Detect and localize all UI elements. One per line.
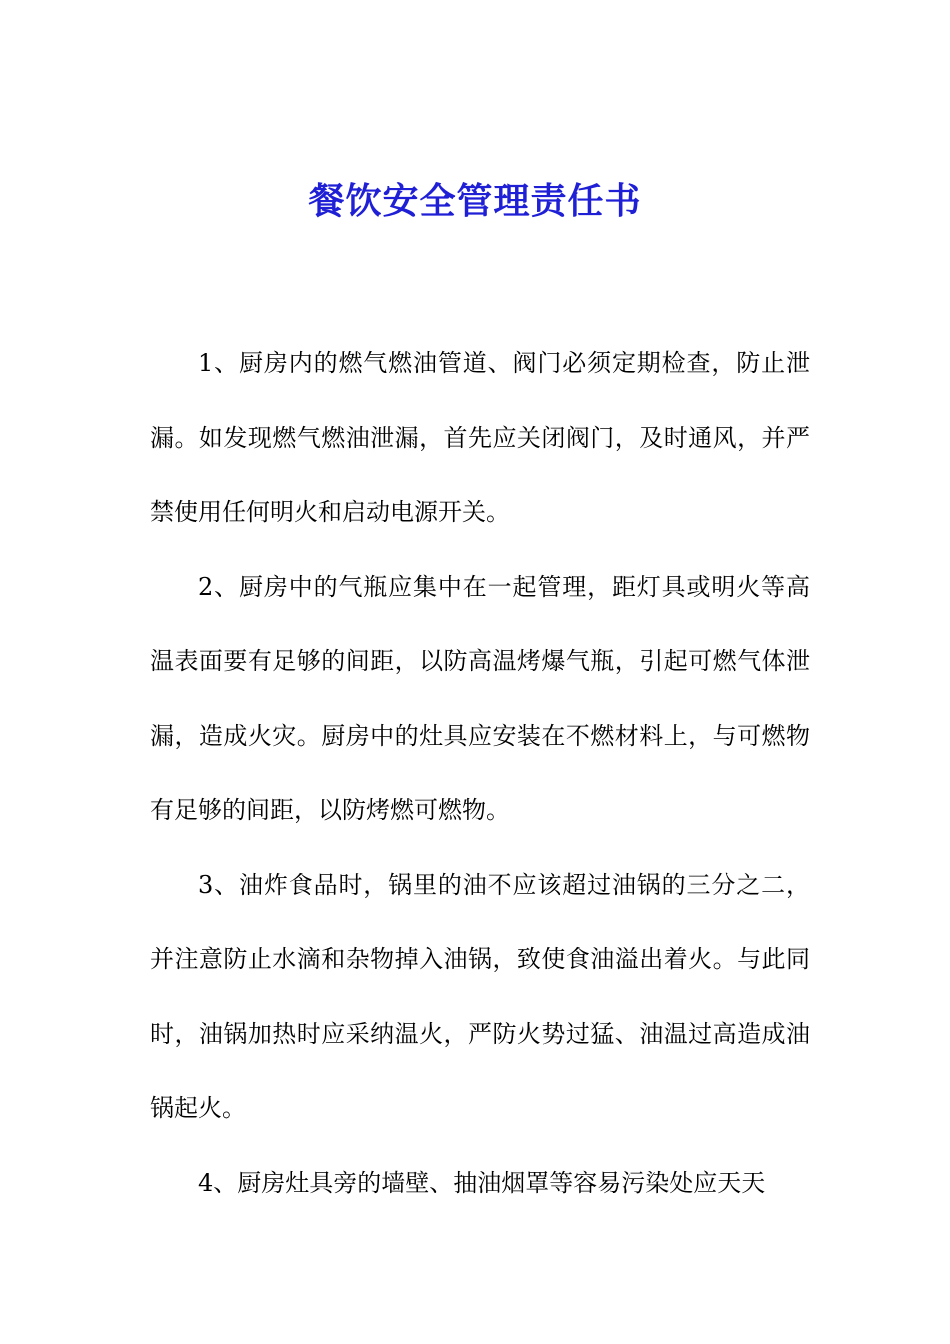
paragraph-2: 2、厨房中的气瓶应集中在一起管理，距灯具或明火等高温表面要有足够的间距，以防高温烤爆气瓶，引起可燃气体泄漏，造成火灾。厨房中的灶具应安装在不燃材料上，与可燃物有足够的间距，以防烤燃可燃物。 [150, 572, 810, 824]
document-body [150, 326, 810, 1220]
paragraph-1: 1、厨房内的燃气燃油管道、阀门必须定期检查，防止泄漏。如发现燃气燃油泄漏，首先应关闭阀门，及时通风，并严禁使用任何明火和启动电源开关。 [150, 349, 810, 526]
paragraph-4: 4、厨房灶具旁的墙壁、抽油烟罩等容易污染处应天天 [198, 1168, 766, 1197]
paragraph-3: 3、油炸食品时，锅里的油不应该超过油锅的三分之二，并注意防止水滴和杂物掉入油锅，致使食油溢出着火。与此同时，油锅加热时应采纳温火，严防火势过猛、油温过高造成油锅起火。 [150, 870, 810, 1122]
document-title: 餐饮安全管理责任书 [308, 180, 642, 222]
